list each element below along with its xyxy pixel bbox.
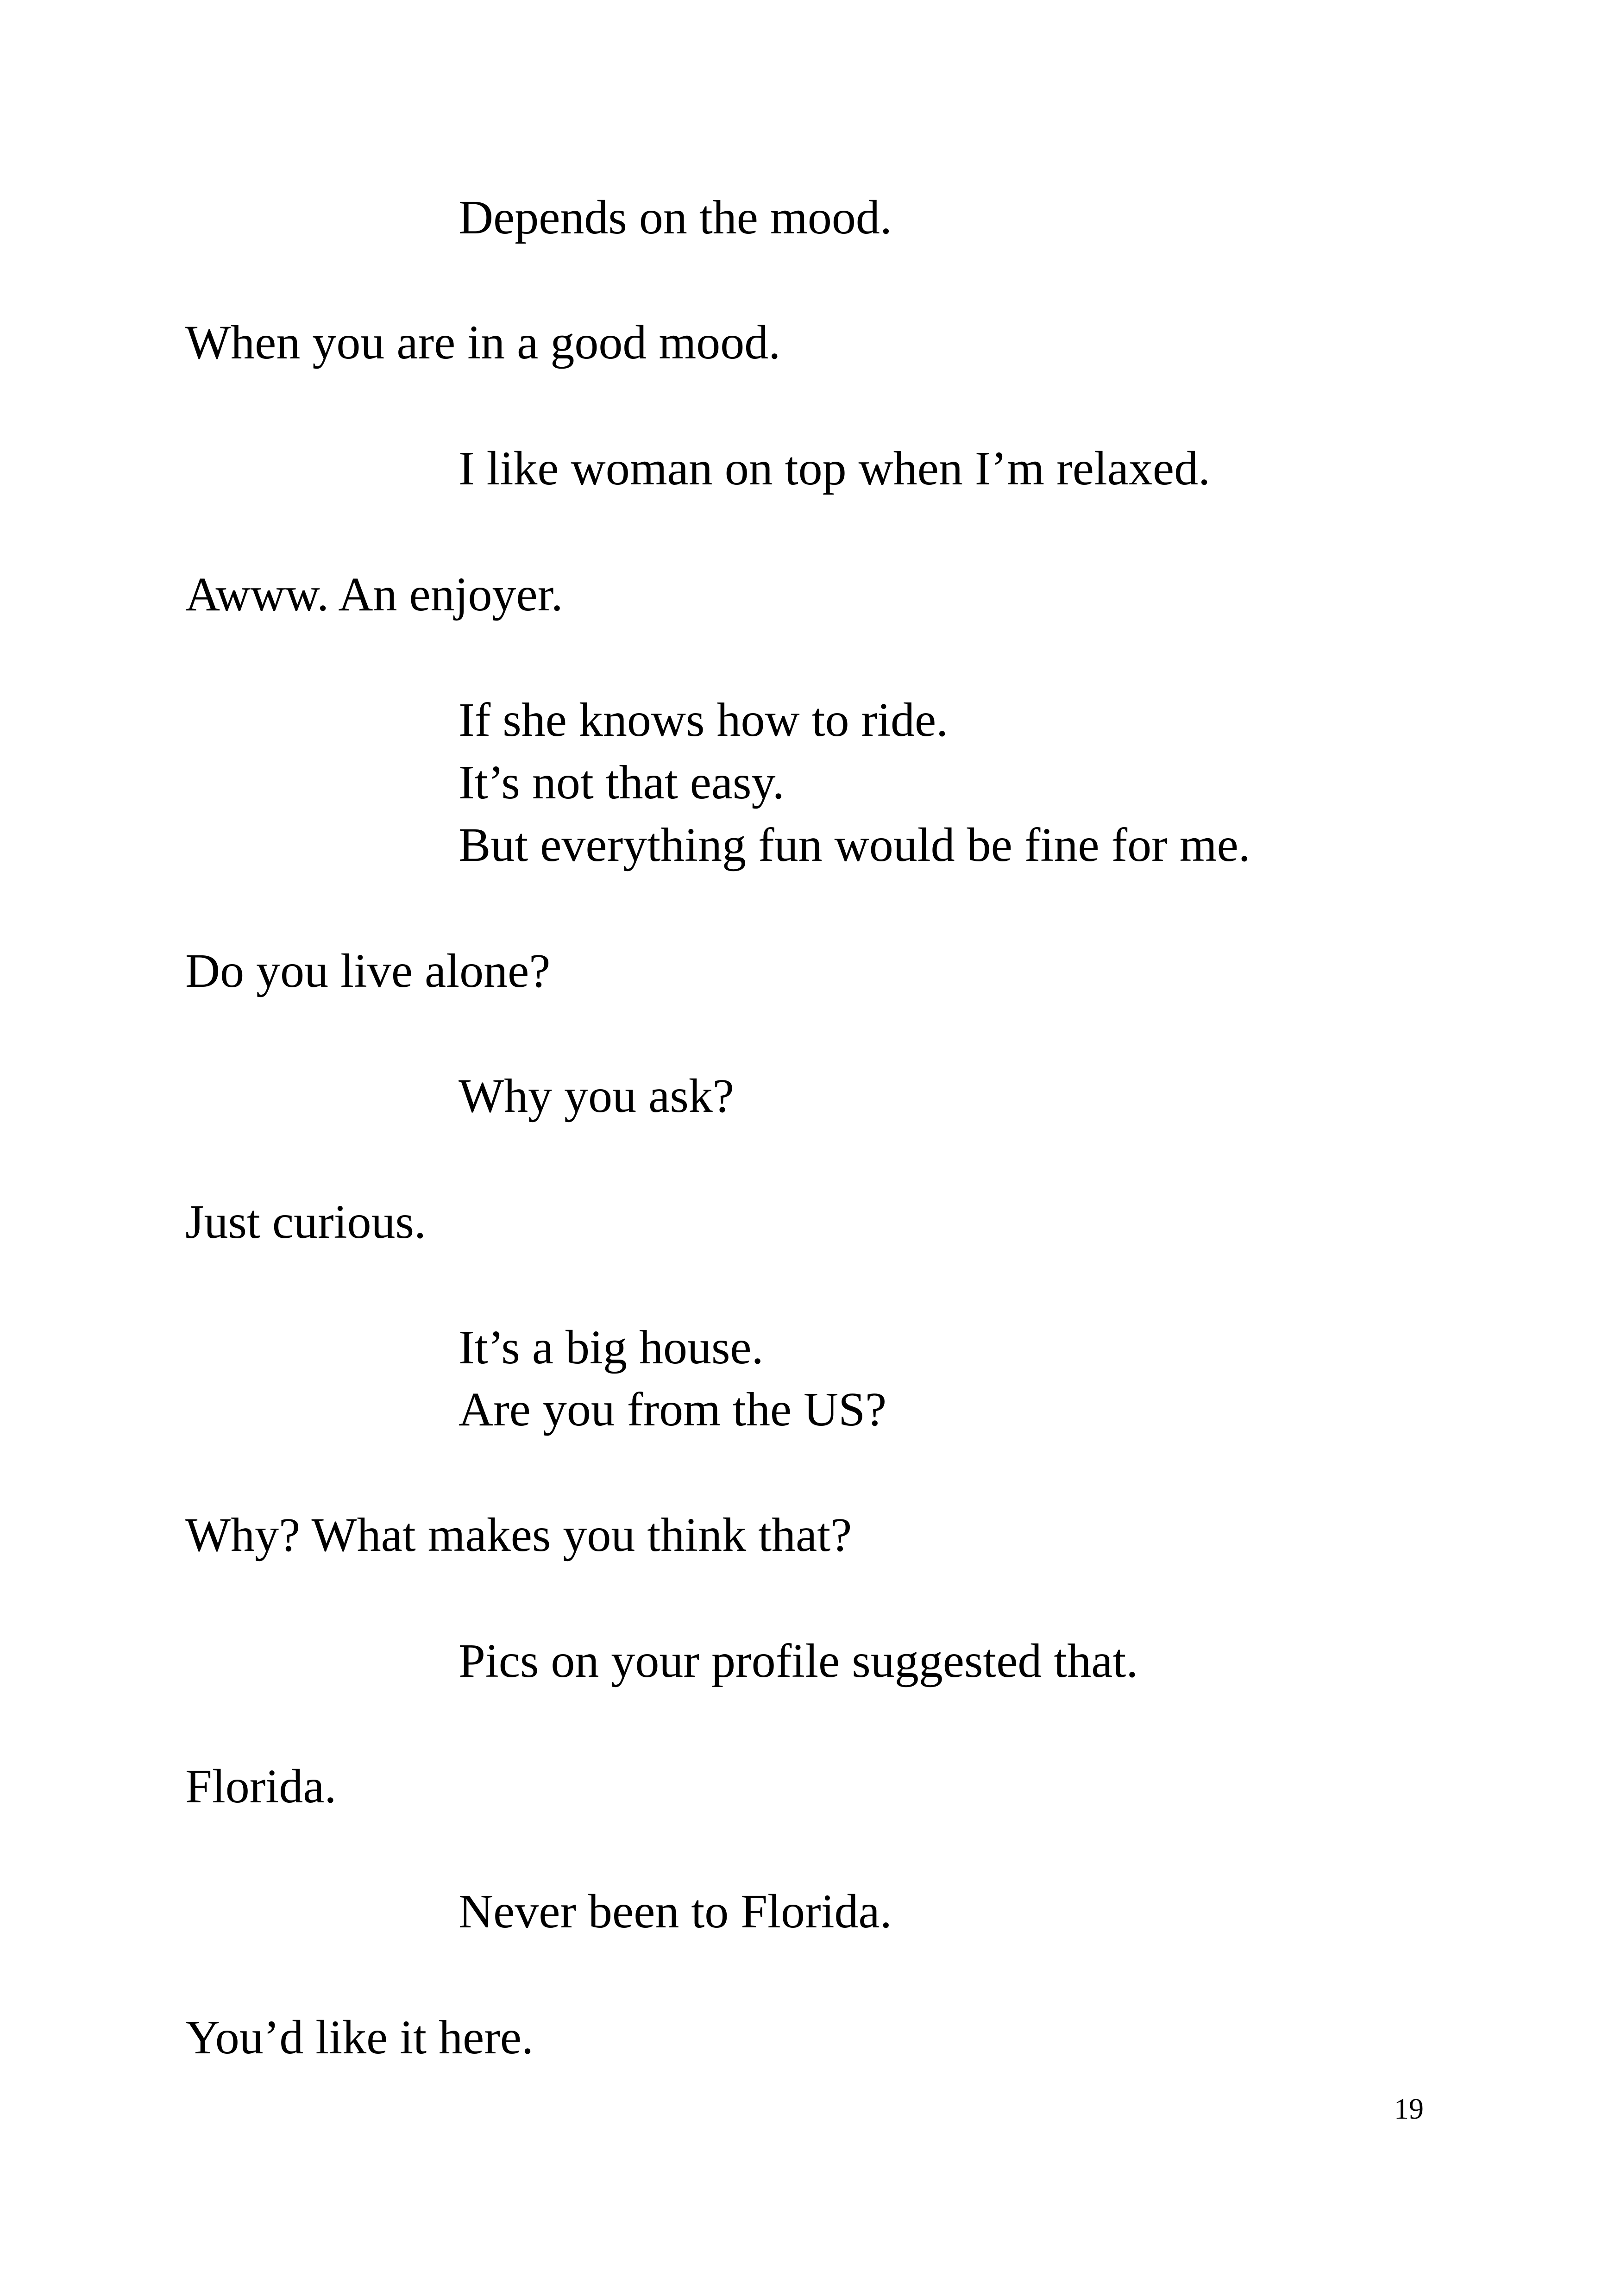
page-number: 19	[1394, 2092, 1424, 2125]
dialogue-line: Do you live alone?	[185, 944, 551, 997]
dialogue-line-reply: It’s a big house.	[459, 1321, 764, 1374]
dialogue-line-reply: Depends on the mood.	[459, 191, 892, 244]
dialogue-line: When you are in a good mood.	[185, 316, 781, 369]
dialogue-line: Florida.	[185, 1760, 337, 1813]
dialogue-line-reply: It’s not that easy.	[459, 756, 785, 809]
dialogue-line-reply: I like woman on top when I’m relaxed.	[459, 442, 1211, 495]
dialogue-line-reply: If she knows how to ride.	[459, 693, 949, 747]
dialogue-line-reply: But everything fun would be fine for me.	[459, 818, 1250, 872]
dialogue-line-reply: Never been to Florida.	[459, 1885, 892, 1938]
dialogue-line-reply: Pics on your profile suggested that.	[459, 1634, 1138, 1687]
dialogue-line: Just curious.	[185, 1195, 426, 1248]
dialogue-line-reply: Why you ask?	[459, 1069, 734, 1123]
dialogue-line: Awww. An enjoyer.	[185, 568, 563, 621]
dialogue-line-reply: Are you from the US?	[459, 1383, 887, 1436]
dialogue-line: Why? What makes you think that?	[185, 1508, 852, 1562]
dialogue-line: You’d like it here.	[185, 2011, 534, 2064]
